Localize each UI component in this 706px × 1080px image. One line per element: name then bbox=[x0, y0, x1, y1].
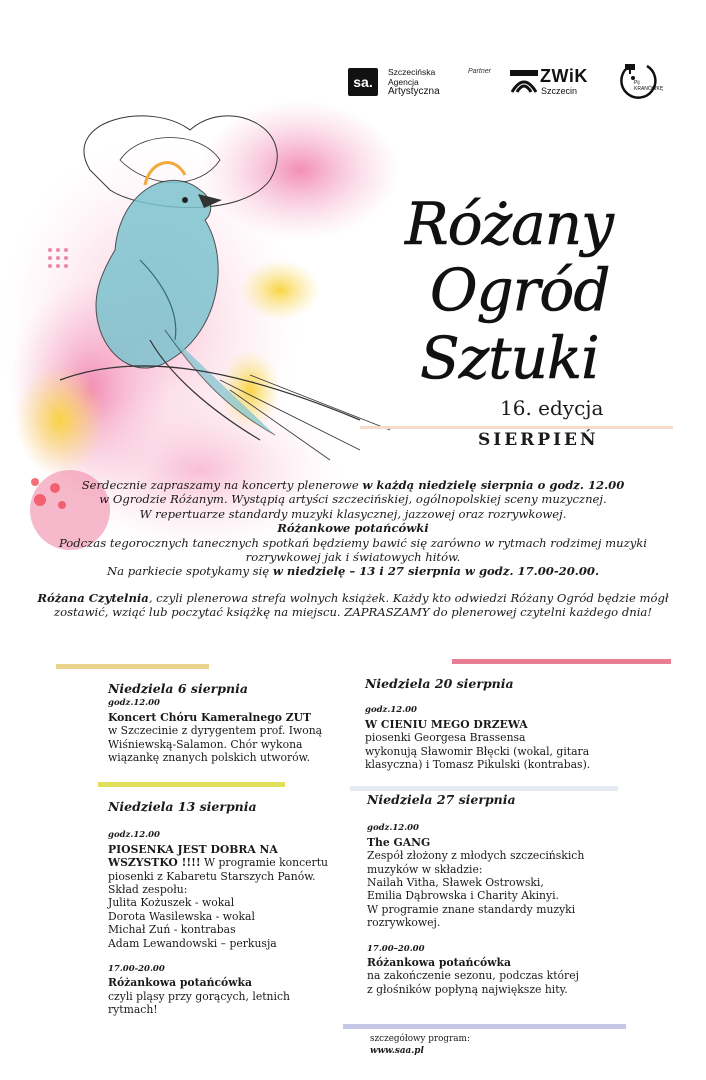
reading-line1 bbox=[30, 591, 676, 605]
edition-label: 16. edycja bbox=[500, 396, 604, 420]
event-title: W CIENIU MEGO DRZEWA bbox=[365, 717, 528, 731]
day-heading: Niedziela 20 sierpnia bbox=[365, 676, 514, 691]
zwik-logo-name: ZWiK bbox=[540, 66, 588, 86]
partner-label: Partner bbox=[468, 68, 491, 75]
dance-line2: rozrywkowej jak i światowych hitów. bbox=[245, 550, 461, 565]
intro-text bbox=[30, 478, 676, 620]
event-desc-line: muzyków w składzie: bbox=[367, 862, 483, 876]
zwik-logo-city: Szczecin bbox=[541, 86, 578, 96]
event-desc-line: Nailah Vitha, Sławek Ostrowski, bbox=[367, 876, 544, 890]
zwik-wave-icon bbox=[510, 70, 538, 94]
event-desc-line: wiązankę znanych polskich utworów. bbox=[108, 751, 311, 765]
kranowka-logo-text bbox=[634, 80, 663, 92]
event-title: The GANG bbox=[367, 835, 431, 849]
program-label: szczegółowy program: bbox=[370, 1034, 470, 1044]
event-time: godz.12.00 bbox=[108, 830, 160, 841]
sa-name-line2: Agencja bbox=[388, 77, 419, 87]
event-time: godz.12.00 bbox=[367, 823, 419, 834]
reading-line2: zostawić, wziąć lub poczytać książkę na miejscu. ZAPRASZAMY do plenerowej czytelni każdego dnia! bbox=[53, 605, 653, 620]
event-title-line2 bbox=[108, 856, 348, 869]
event-desc-line: Wiśniewską-Salamon. Chór wykona bbox=[108, 737, 303, 751]
intro-line2: w Ogrodzie Różanym. Wystąpią artyści szczecińskiej, ogólnopolskiej sceny muzycznej. bbox=[99, 492, 607, 507]
website-link[interactable]: www.saa.pl bbox=[370, 1046, 424, 1056]
event-title: Koncert Chóru Kameralnego ZUT bbox=[108, 710, 312, 724]
dance-line3 bbox=[30, 564, 676, 578]
event-desc-line: piosenki z Kabaretu Starszych Panów. bbox=[108, 869, 316, 883]
day-heading: Niedziela 27 sierpnia bbox=[367, 792, 516, 807]
day-heading: Niedziela 6 sierpnia bbox=[108, 681, 248, 696]
event-desc-line: wykonują Sławomir Błęcki (wokal, gitara bbox=[365, 744, 590, 758]
event-desc-line: klasyczna) i Tomasz Pikulski (kontrabas). bbox=[365, 758, 591, 772]
intro-line3: W repertuarze standardy muzyki klasycznej, jazzowej oraz rozrywkowej. bbox=[139, 506, 567, 521]
title-line2: Ogród bbox=[430, 256, 610, 324]
event-desc-part: W programie koncertu bbox=[200, 856, 329, 870]
day-heading: Niedziela 13 sierpnia bbox=[108, 799, 257, 814]
dance-line3-a: Na parkiecie spotykamy się bbox=[107, 564, 273, 579]
reading-title: Różana Czytelnia bbox=[37, 590, 149, 605]
title-line3: Sztuki bbox=[420, 324, 599, 392]
event-time: godz.12.00 bbox=[108, 698, 160, 709]
dance-title: Różankowe potańcówki bbox=[277, 521, 429, 536]
kran-line2: KRANÓWKĘ bbox=[634, 86, 664, 92]
event-desc-line: W programie znane standardy muzyki bbox=[367, 902, 576, 916]
event-desc-line: Adam Lewandowski – perkusja bbox=[108, 936, 277, 950]
intro-line1-b: w każdą niedzielę sierpnia o godz. 12.00 bbox=[362, 478, 625, 492]
event-desc-line: Emilia Dąbrowska i Charity Akinyi. bbox=[367, 889, 559, 903]
event-title: Różankowa potańcówka bbox=[367, 956, 512, 970]
sa-name-line3: Artystyczna bbox=[388, 86, 440, 97]
kran-line1: Pij bbox=[634, 80, 640, 86]
event-title: PIOSENKA JEST DOBRA NA bbox=[108, 842, 278, 856]
event-desc-line: Michał Zuń - kontrabas bbox=[108, 923, 236, 937]
event-desc-line: Zespół złożony z młodych szczecińskich bbox=[367, 849, 585, 863]
sa-name-line1: Szczecińska bbox=[388, 67, 436, 77]
event-desc-line: Julita Kożuszek - wokal bbox=[108, 896, 235, 910]
event-desc-line: czyli pląsy przy gorących, letnich bbox=[108, 989, 290, 1003]
event-title-part: WSZYSTKO !!!! bbox=[108, 856, 201, 870]
intro-line1 bbox=[30, 478, 676, 492]
event-time: 17.00-20.00 bbox=[108, 964, 165, 975]
bar-aug27 bbox=[350, 786, 618, 791]
intro-line1-a: Serdecznie zapraszamy na koncerty plenerowe bbox=[81, 478, 363, 492]
dance-line3-b: w niedzielę – 13 i 27 sierpnia w godz. 17.00-20.00. bbox=[272, 564, 599, 579]
event-time: 17.00–20.00 bbox=[367, 943, 425, 954]
event-desc-line: w Szczecinie z dyrygentem prof. Iwoną bbox=[108, 724, 323, 738]
event-desc-line: Dorota Wasilewska - wokal bbox=[108, 909, 255, 923]
bar-aug13 bbox=[98, 782, 285, 787]
event-desc-line: z głośników popłyną największe hity. bbox=[367, 982, 568, 996]
event-desc-line: rozrywkowej. bbox=[367, 916, 441, 930]
month-heading: SIERPIEŃ bbox=[478, 430, 599, 450]
bar-aug6 bbox=[56, 664, 209, 669]
dance-line1: Podczas tegorocznych tanecznych spotkań będziemy bawić się zarówno w rytmach rodzimej muzyki bbox=[58, 535, 648, 550]
event-aug27 bbox=[367, 793, 667, 996]
event-title: Różankowa potańcówka bbox=[108, 976, 253, 990]
reading-line1-text: , czyli plenerowa strefa wolnych książek. Każdy kto odwiedzi Różany Ogród będzie mógł bbox=[148, 590, 669, 605]
festival-title bbox=[395, 182, 685, 392]
event-time: godz.12.00 bbox=[365, 705, 417, 716]
event-desc-line: Skład zespołu: bbox=[108, 883, 188, 897]
bar-footer bbox=[343, 1024, 626, 1029]
event-aug13 bbox=[108, 800, 348, 1017]
event-desc-line: rytmach! bbox=[108, 1003, 158, 1017]
title-line1: Różany bbox=[405, 190, 613, 258]
sa-logo-mark: sa. bbox=[348, 68, 378, 96]
event-aug6 bbox=[108, 682, 358, 764]
title-divider bbox=[360, 426, 673, 429]
event-desc-line: piosenki Georgesa Brassensa bbox=[365, 731, 526, 745]
bar-aug20 bbox=[452, 659, 671, 664]
event-desc-line: na zakończenie sezonu, podczas której bbox=[367, 969, 579, 983]
event-aug20 bbox=[365, 677, 665, 771]
